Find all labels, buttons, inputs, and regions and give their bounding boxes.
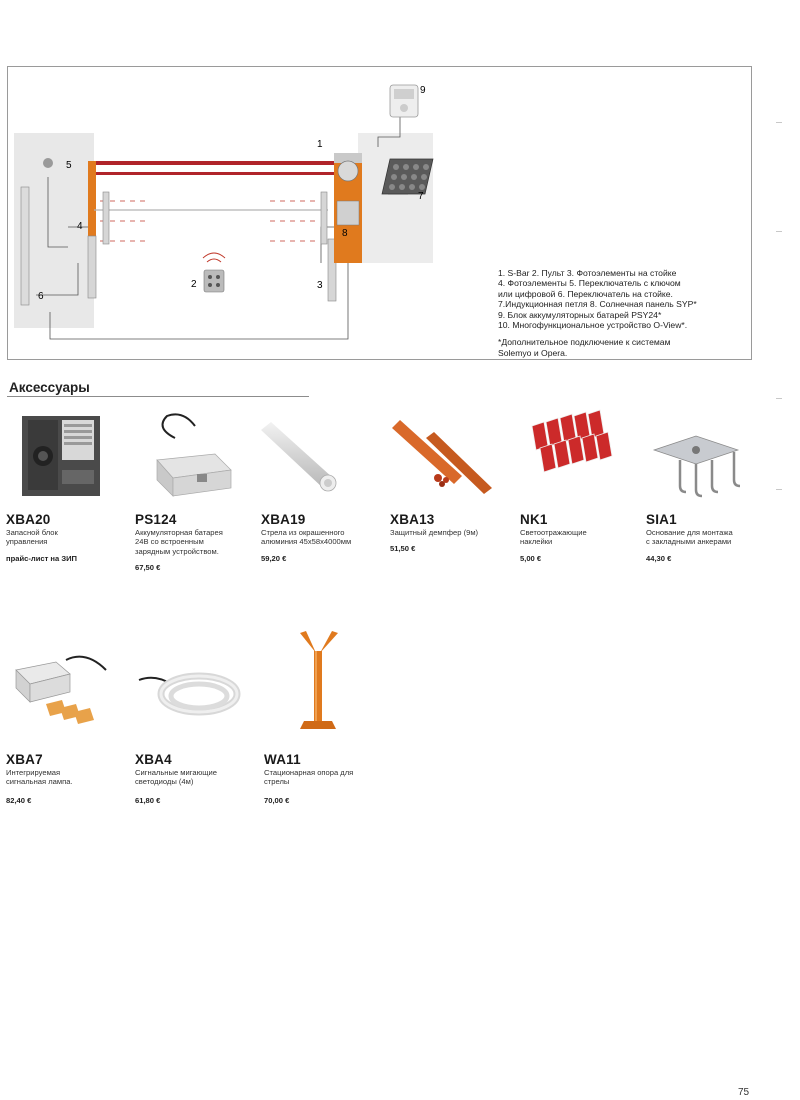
description-line: зарядным устройством. (135, 546, 219, 556)
callout-5: 5 (66, 160, 72, 171)
description-line: Основание для монтажа (646, 528, 733, 537)
product-code: PS124 (135, 512, 177, 527)
product-price: прайс-лист на ЗИП (6, 554, 78, 563)
product-description (390, 528, 518, 537)
callout-3: 3 (317, 280, 323, 291)
edge-mark (776, 231, 782, 232)
product-price: 67,50 € (135, 563, 161, 572)
callout-6: 6 (38, 291, 44, 302)
product-description (264, 768, 392, 787)
boom-support-image (264, 625, 374, 735)
description-line: Аккумуляторная батарея (135, 528, 223, 537)
description-line: Запасной блок (6, 528, 58, 537)
product-code: XBA13 (390, 512, 435, 527)
control-board-image (6, 408, 116, 498)
legend-line: 10. Многофункциональное устройство O-View*. (498, 320, 688, 331)
callout-2: 2 (191, 279, 197, 290)
legend-note: Solemyo и Opera. (498, 347, 568, 358)
callout-8: 8 (342, 228, 348, 239)
product-description (135, 768, 263, 787)
description-line: наклейки (520, 537, 553, 547)
description-line: Стационарная опора для (264, 768, 354, 777)
diagram-legend (498, 268, 748, 358)
boom-arms (94, 161, 336, 175)
product-code: XBA19 (261, 512, 306, 527)
product-description (6, 528, 134, 547)
section-title: Аксессуары (9, 380, 90, 395)
rubber-damper-image (390, 408, 500, 498)
description-line: Светоотражающие (520, 528, 587, 537)
section-divider (7, 396, 309, 397)
led-strip-image (135, 640, 245, 730)
product-price: 70,00 € (264, 796, 290, 805)
callout-9: 9 (420, 85, 426, 96)
description-line: алюминия 45x58x4000мм (261, 537, 352, 547)
product-description (646, 528, 774, 547)
product-description (135, 528, 263, 556)
callout-7: 7 (418, 191, 424, 202)
description-line: сигнальная лампа. (6, 777, 73, 787)
product-price: 51,50 € (390, 544, 416, 553)
photocell-beams (100, 201, 320, 241)
product-code: WA11 (264, 752, 301, 767)
description-line: стрелы (264, 777, 290, 787)
solar-panel (382, 159, 433, 194)
description-line: Сигнальные мигающие (135, 768, 217, 777)
aluminium-boom-image (261, 408, 371, 498)
product-price: 44,30 € (646, 554, 672, 563)
description-line: Стрела из окрашенного (261, 528, 345, 537)
legend-line: 1. S-Bar 2. Пульт 3. Фотоэлементы на стойке (498, 268, 677, 278)
product-price: 5,00 € (520, 554, 542, 563)
description-line: с закладными анкерами (646, 537, 732, 547)
signal-lamp-image (6, 640, 116, 730)
legend-note: *Дополнительное подключение к системам (498, 337, 671, 348)
page-number: 75 (738, 1087, 750, 1098)
description-line: 24В со встроенным (135, 537, 204, 547)
legend-line: или цифровой 6. Переключатель на стойке. (498, 288, 673, 299)
product-code: XBA4 (135, 752, 172, 767)
oview-device (390, 85, 418, 117)
barrier-housing (334, 153, 362, 263)
product-description (6, 768, 134, 787)
product-price: 59,20 € (261, 554, 287, 563)
edge-mark (776, 398, 782, 399)
legend-line: 9. Блок аккумуляторных батарей PSY24* (498, 309, 662, 320)
product-description (520, 528, 648, 547)
product-code: NK1 (520, 512, 548, 527)
battery-box-image (135, 408, 245, 498)
callout-4: 4 (77, 221, 83, 232)
edge-mark (776, 122, 782, 123)
description-line: Защитный демпфер (9м) (390, 528, 479, 537)
callout-1: 1 (317, 139, 323, 150)
description-line: управления (6, 537, 48, 547)
legend-line: 7.Индукционная петля 8. Солнечная панель SYP* (498, 299, 697, 310)
anchor-plate-image (646, 408, 756, 498)
product-code: SIA1 (646, 512, 677, 527)
legend-line: 4. Фотоэлементы 5. Переключатель с ключом (498, 278, 681, 289)
product-price: 61,80 € (135, 796, 161, 805)
product-description (261, 528, 389, 547)
description-line: Интегрируемая (6, 768, 61, 777)
product-price: 82,40 € (6, 796, 32, 805)
reflective-stickers-image (520, 408, 630, 498)
product-code: XBA7 (6, 752, 43, 767)
description-line: светодиоды (4м) (135, 777, 194, 787)
remote-control (203, 253, 225, 292)
edge-mark (776, 489, 782, 490)
product-code: XBA20 (6, 512, 51, 527)
